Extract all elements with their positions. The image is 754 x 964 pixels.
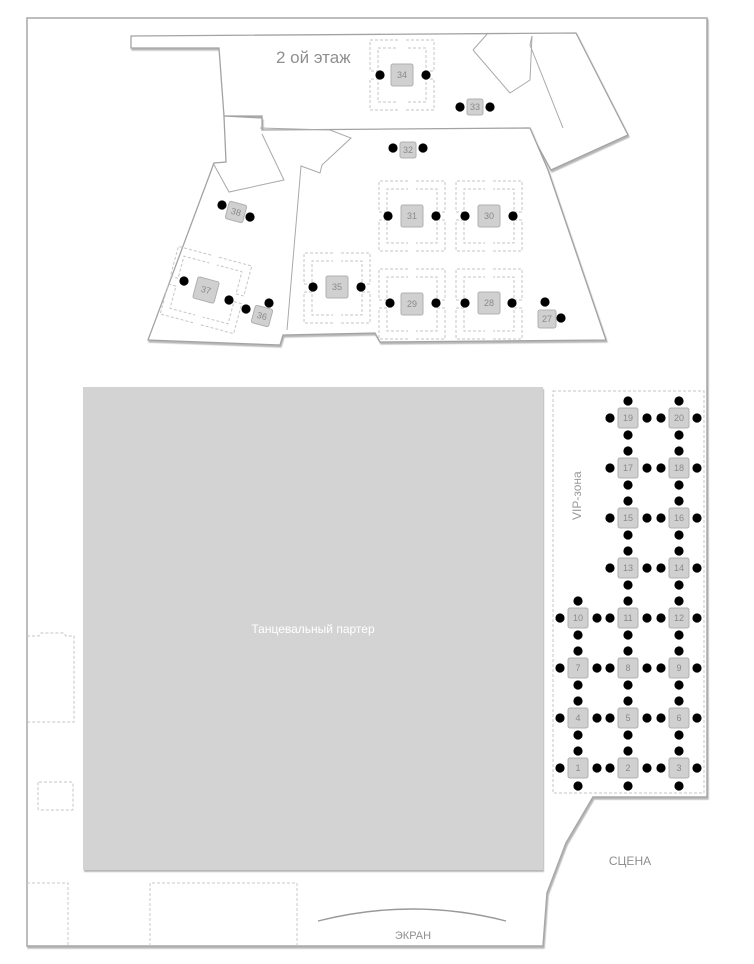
screen-label: ЭКРАН [394, 930, 432, 942]
seat-7[interactable] [605, 763, 614, 772]
table-9-number: 9 [676, 663, 682, 673]
seat-97[interactable] [308, 282, 317, 291]
table-5[interactable] [618, 708, 638, 728]
seat-27[interactable] [642, 663, 651, 672]
seat-22[interactable] [573, 646, 582, 655]
seat-60[interactable] [642, 413, 651, 422]
table-16[interactable] [669, 508, 689, 528]
table-12-number: 12 [673, 613, 685, 623]
dance-floor-label: Танцевальный партер [251, 622, 375, 636]
table-36[interactable] [251, 305, 273, 327]
seat-1[interactable] [573, 746, 582, 755]
seat-98[interactable] [356, 282, 365, 291]
seat-86[interactable] [418, 143, 427, 152]
table-31-number: 31 [406, 211, 418, 221]
seat-5[interactable] [623, 746, 632, 755]
seat-44[interactable] [656, 563, 665, 572]
seat-67[interactable] [674, 480, 683, 489]
seat-19[interactable] [674, 696, 683, 705]
table-33[interactable] [467, 99, 483, 115]
table-7-number: 7 [575, 663, 581, 673]
seat-65[interactable] [674, 430, 683, 439]
table-19-number: 19 [622, 413, 634, 423]
floor2-label: 2 ой этаж [276, 48, 351, 67]
seat-88[interactable] [245, 212, 254, 221]
table-17-number: 17 [622, 463, 634, 473]
table-36-number: 36 [255, 309, 269, 323]
table-38[interactable] [225, 201, 247, 223]
seat-43[interactable] [674, 546, 683, 555]
table-34[interactable] [391, 64, 413, 86]
table-17[interactable] [618, 458, 638, 478]
table-18[interactable] [669, 458, 689, 478]
table-10-number: 10 [572, 613, 584, 623]
seat-37[interactable] [674, 596, 683, 605]
seat-56[interactable] [656, 463, 665, 472]
table-11[interactable] [618, 608, 638, 628]
seat-23[interactable] [555, 663, 564, 672]
table-11-number: 11 [623, 613, 633, 623]
table-30[interactable] [478, 205, 500, 227]
seat-69[interactable] [674, 530, 683, 539]
table-20[interactable] [669, 408, 689, 428]
table-9[interactable] [669, 658, 689, 678]
table-6[interactable] [669, 708, 689, 728]
table-18-number: 18 [673, 463, 685, 473]
seat-4[interactable] [592, 763, 601, 772]
seat-35[interactable] [605, 613, 614, 622]
seat-83[interactable] [455, 102, 464, 111]
seat-73[interactable] [623, 630, 632, 639]
table-31[interactable] [401, 205, 423, 227]
seat-25[interactable] [623, 646, 632, 655]
seat-38[interactable] [656, 613, 665, 622]
seat-31[interactable] [573, 596, 582, 605]
seat-64[interactable] [623, 430, 632, 439]
seat-61[interactable] [674, 396, 683, 405]
seat-101[interactable] [460, 298, 469, 307]
table-30-number: 30 [483, 211, 495, 221]
table-10[interactable] [568, 608, 588, 628]
table-35[interactable] [326, 276, 348, 298]
seat-75[interactable] [573, 680, 582, 689]
table-29-number: 29 [406, 299, 418, 309]
seat-20[interactable] [656, 713, 665, 722]
table-14-number: 14 [673, 563, 685, 573]
seat-36[interactable] [642, 613, 651, 622]
seat-89[interactable] [383, 211, 392, 220]
table-28[interactable] [478, 292, 500, 314]
table-13[interactable] [618, 558, 638, 578]
table-37-number: 37 [199, 283, 213, 297]
table-35-number: 35 [331, 282, 343, 292]
table-14[interactable] [669, 558, 689, 578]
seat-71[interactable] [674, 580, 683, 589]
vip-zone-label: VIP-зона [570, 471, 584, 520]
seat-100[interactable] [431, 298, 440, 307]
seat-80[interactable] [674, 730, 683, 739]
seat-46[interactable] [623, 496, 632, 505]
seat-34[interactable] [623, 596, 632, 605]
seat-104[interactable] [556, 313, 565, 322]
seat-48[interactable] [642, 513, 651, 522]
seat-103[interactable] [540, 297, 549, 306]
seat-40[interactable] [623, 546, 632, 555]
table-3-number: 3 [676, 763, 682, 773]
table-8-number: 8 [625, 663, 631, 673]
table-16-number: 16 [673, 513, 685, 523]
seat-45[interactable] [692, 563, 701, 572]
seat-3[interactable] [555, 763, 564, 772]
seat-51[interactable] [692, 513, 701, 522]
seat-47[interactable] [605, 513, 614, 522]
seat-17[interactable] [605, 713, 614, 722]
seat-30[interactable] [692, 663, 701, 672]
seat-24[interactable] [592, 663, 601, 672]
seat-11[interactable] [656, 763, 665, 772]
seat-29[interactable] [656, 663, 665, 672]
seat-99[interactable] [385, 298, 394, 307]
table-12[interactable] [669, 608, 689, 628]
seat-13[interactable] [573, 696, 582, 705]
seat-68[interactable] [623, 530, 632, 539]
seat-21[interactable] [692, 713, 701, 722]
table-4-number: 4 [575, 713, 581, 723]
seat-18[interactable] [642, 713, 651, 722]
seat-82[interactable] [421, 70, 430, 79]
table-13-number: 13 [622, 563, 634, 573]
seat-76[interactable] [623, 680, 632, 689]
table-8[interactable] [618, 658, 638, 678]
table-2[interactable] [618, 758, 638, 778]
seat-54[interactable] [642, 463, 651, 472]
seat-32[interactable] [555, 613, 564, 622]
seat-72[interactable] [573, 630, 582, 639]
seat-87[interactable] [217, 200, 226, 209]
table-28-number: 28 [483, 298, 495, 308]
seat-28[interactable] [674, 646, 683, 655]
seat-8[interactable] [642, 763, 651, 772]
seat-96[interactable] [264, 298, 273, 307]
seat-78[interactable] [573, 730, 582, 739]
seat-50[interactable] [656, 513, 665, 522]
seat-79[interactable] [623, 730, 632, 739]
seat-55[interactable] [674, 446, 683, 455]
seat-6[interactable] [623, 781, 632, 790]
seat-90[interactable] [431, 211, 440, 220]
stage-label: СЦЕНА [608, 854, 652, 868]
table-1[interactable] [568, 758, 588, 778]
seat-66[interactable] [623, 480, 632, 489]
seat-92[interactable] [508, 211, 517, 220]
seat-57[interactable] [692, 463, 701, 472]
seat-39[interactable] [692, 613, 701, 622]
seat-10[interactable] [674, 781, 683, 790]
seat-16[interactable] [623, 696, 632, 705]
seat-94[interactable] [224, 295, 233, 304]
table-6-number: 6 [676, 713, 682, 723]
seat-85[interactable] [388, 143, 397, 152]
seat-42[interactable] [642, 563, 651, 572]
seat-2[interactable] [573, 781, 582, 790]
seat-9[interactable] [674, 746, 683, 755]
table-4[interactable] [568, 708, 588, 728]
seat-52[interactable] [623, 446, 632, 455]
seat-49[interactable] [674, 496, 683, 505]
seat-77[interactable] [674, 680, 683, 689]
table-20-number: 20 [673, 413, 685, 423]
table-5-number: 5 [625, 713, 631, 723]
table-34-number: 34 [396, 70, 408, 80]
seat-58[interactable] [623, 396, 632, 405]
table-19[interactable] [618, 408, 638, 428]
table-38-number: 38 [229, 205, 243, 219]
seat-102[interactable] [507, 298, 516, 307]
seat-14[interactable] [555, 713, 564, 722]
table-33-number: 33 [469, 102, 481, 112]
table-32-number: 32 [402, 145, 414, 155]
table-1-number: 1 [575, 763, 581, 773]
table-27[interactable] [538, 310, 556, 328]
seat-70[interactable] [623, 580, 632, 589]
seat-63[interactable] [692, 413, 701, 422]
seat-59[interactable] [605, 413, 614, 422]
table-2-number: 2 [625, 763, 631, 773]
seat-12[interactable] [692, 763, 701, 772]
seat-95[interactable] [241, 304, 250, 313]
seat-81[interactable] [375, 70, 384, 79]
table-29[interactable] [401, 293, 423, 315]
seat-91[interactable] [460, 211, 469, 220]
seat-84[interactable] [485, 102, 494, 111]
seat-26[interactable] [605, 663, 614, 672]
table-7[interactable] [568, 658, 588, 678]
table-15[interactable] [618, 508, 638, 528]
seat-41[interactable] [605, 563, 614, 572]
seat-62[interactable] [656, 413, 665, 422]
seat-93[interactable] [179, 276, 188, 285]
seat-53[interactable] [605, 463, 614, 472]
table-15-number: 15 [622, 513, 634, 523]
seat-15[interactable] [592, 713, 601, 722]
table-27-number: 27 [541, 314, 553, 324]
table-3[interactable] [669, 758, 689, 778]
seat-74[interactable] [674, 630, 683, 639]
table-32[interactable] [400, 142, 416, 158]
seat-33[interactable] [592, 613, 601, 622]
